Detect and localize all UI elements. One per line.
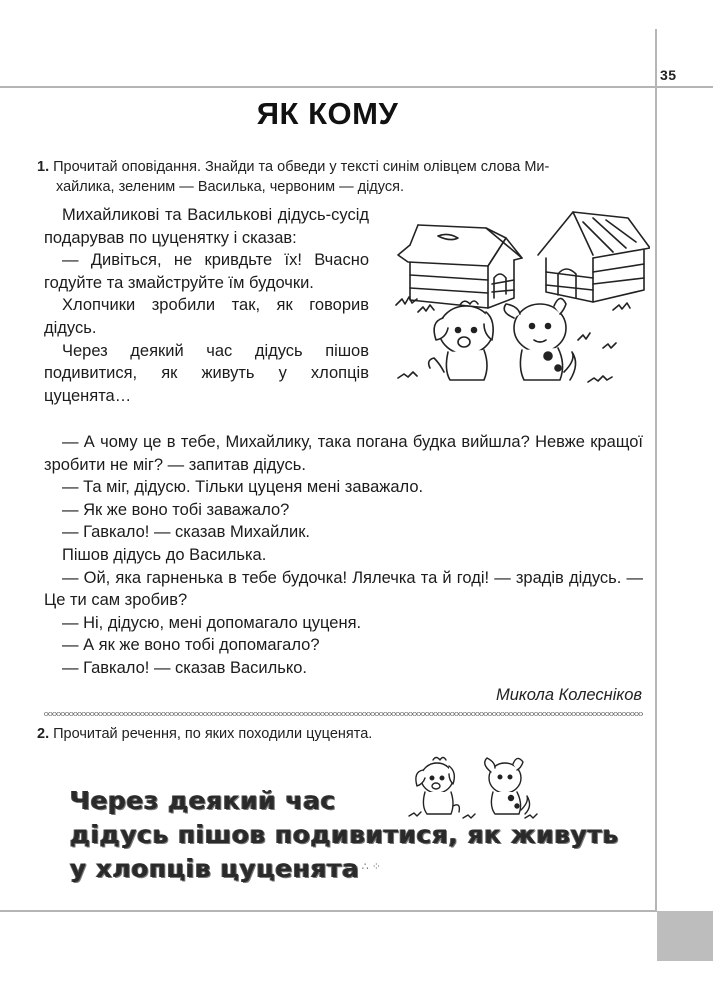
story-paragraph: — Як же воно тобі заважало? xyxy=(62,500,290,519)
task-2-instruction xyxy=(37,724,643,744)
story-paragraph: — Гавкало! — сказав Михайлик. xyxy=(62,523,311,542)
sentence-line: Через деякий час xyxy=(70,786,336,815)
story-text-narrow xyxy=(44,204,369,407)
page-number: 35 xyxy=(660,67,677,83)
sentence-line: у хлопців цуценята xyxy=(70,854,360,883)
story-paragraph: Пішов дідусь до Василька. xyxy=(62,545,267,564)
header-rule xyxy=(0,86,713,88)
story-text-wide xyxy=(44,431,643,680)
sentence-line: дідусь пішов подивитися, як живуть xyxy=(70,820,619,849)
paw-prints-icon: · ∴ ⁘ xyxy=(355,861,381,873)
task-1-line-2: хайлика, зеленим — Василька, червоним — дідуся. xyxy=(56,179,404,195)
page-title: ЯК КОМУ xyxy=(256,96,399,131)
task-2-sentence xyxy=(70,784,630,886)
task-1-line-1: Прочитай оповідання. Знайди та обведи у тексті синім олівцем слова Ми- xyxy=(53,159,550,175)
story-paragraph: — А чому це в тебе, Михайлику, така погана будка вийшла? Невже кращої зробити не міг? — запитав дідусь. xyxy=(44,433,643,474)
story-paragraph: — Ні, дідусю, мені допомагало цуценя. xyxy=(62,613,362,632)
task-2-number: 2. xyxy=(37,726,50,742)
page-margin-vertical-line xyxy=(655,29,657,911)
dotted-separator xyxy=(44,711,643,717)
story-paragraph: — Та міг, дідусю. Тільки цуценя мені заважало. xyxy=(62,478,424,497)
story-paragraph: — Гавкало! — сказав Василько. xyxy=(62,658,307,677)
story-paragraph: — Дивіться, не кривдьте їх! Вчасно годуйте та змайструйте їм будочки. xyxy=(44,251,369,292)
story-paragraph: Хлопчики зробили так, як говорив дідусь. xyxy=(44,296,369,337)
task-2-text: Прочитай речення, по яких походили цуценята. xyxy=(53,726,373,742)
story-paragraph: — Ой, яка гарненька в тебе будочка! Лялечка та й годі! — зрадів дідусь. — Це ти сам зробив? xyxy=(44,568,643,610)
task-1-instruction xyxy=(37,157,643,197)
story-paragraph: Через деякий час дідусь пішов подивитися, як живуть у хлопців цуценята… xyxy=(44,341,369,405)
story-paragraph: — А як же воно тобі допомагало? xyxy=(62,636,320,655)
page-tab-marker xyxy=(657,911,713,961)
story-author: Микола Колесніков xyxy=(495,686,642,704)
footer-rule xyxy=(0,910,657,912)
task-1-number: 1. xyxy=(37,159,50,175)
story-paragraph: Михайликові та Василькові дідусь-сусід подарував по цуценятку і сказав: xyxy=(44,206,369,247)
doghouses-puppies-illustration xyxy=(388,200,650,390)
